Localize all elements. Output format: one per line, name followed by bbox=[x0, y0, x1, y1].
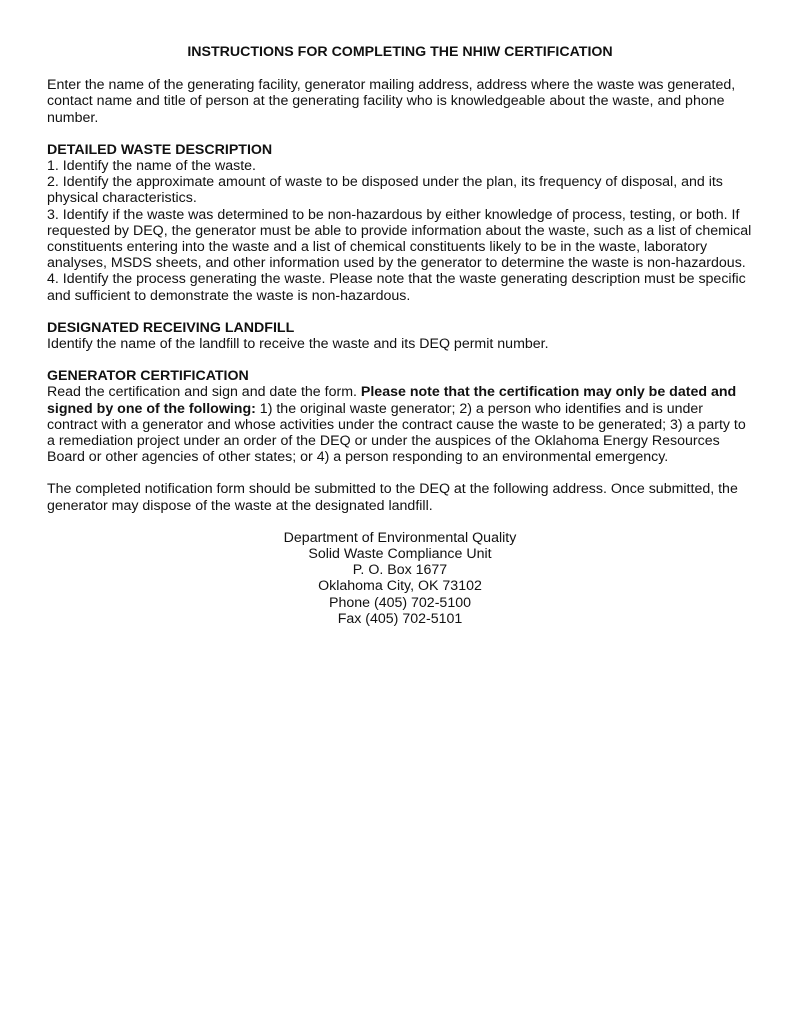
list-item: 4. Identify the process generating the waste. Please note that the waste generating description must be specific and sufficient to demonstrate the waste is non-hazardous. bbox=[47, 271, 746, 304]
intro-paragraph: Enter the name of the generating facility, generator mailing address, address where the waste was generated, contact name and title of person at the generating facility who is knowledgeable about the waste, and phone number. bbox=[47, 77, 736, 126]
section-heading-certification: GENERATOR CERTIFICATION bbox=[47, 368, 249, 385]
document-title: INSTRUCTIONS FOR COMPLETING THE NHIW CERTIFICATION bbox=[187, 44, 613, 60]
spacer bbox=[47, 304, 753, 320]
address-line: Oklahoma City, OK 73102 bbox=[318, 578, 482, 595]
certification-text bbox=[47, 384, 753, 465]
address-phone: Phone (405) 702-5100 bbox=[329, 594, 471, 611]
certification-section bbox=[47, 368, 753, 465]
landfill-section bbox=[47, 320, 753, 352]
deq-address-block bbox=[47, 530, 753, 627]
address-line: Department of Environmental Quality bbox=[283, 529, 517, 546]
list-item: 1. Identify the name of the waste. bbox=[47, 158, 256, 175]
list-item: 2. Identify the approximate amount of waste to be disposed under the plan, its frequency of disposal, and its physical characteristics. bbox=[47, 174, 723, 207]
address-fax: Fax (405) 702-5101 bbox=[337, 610, 463, 627]
spacer bbox=[47, 352, 753, 368]
section-heading-landfill: DESIGNATED RECEIVING LANDFILL bbox=[47, 319, 295, 336]
certification-text-start: Read the certification and sign and date the form. bbox=[47, 384, 361, 401]
list-item: 3. Identify if the waste was determined to be non-hazardous by either knowledge of process, testing, or both. If requested by DEQ, the generator must be able to provide information about the waste, such as a list of chemical constituents entering into the waste and a list of chemical constituents likely to be in the waste, laboratory analyses, MSDS sheets, and other information used by the generator to determine the waste is non-hazardous. bbox=[47, 206, 752, 272]
address-line: Solid Waste Compliance Unit bbox=[308, 546, 492, 563]
spacer bbox=[47, 126, 753, 142]
submission-paragraph: The completed notification form should be submitted to the DEQ at the following address. Once submitted, the generator may dispose of the waste at the designated landfill. bbox=[47, 481, 738, 514]
landfill-text: Identify the name of the landfill to receive the waste and its DEQ permit number. bbox=[47, 336, 549, 353]
certification-text-bold: Please note that the certification may only be dated and signed by one of the following: bbox=[47, 384, 737, 417]
spacer bbox=[47, 465, 753, 481]
detailed-waste-section bbox=[47, 142, 753, 304]
address-line: P. O. Box 1677 bbox=[352, 562, 448, 579]
section-heading-detailed-waste: DETAILED WASTE DESCRIPTION bbox=[47, 141, 273, 158]
certification-text-end: 1) the original waste generator; 2) a person who identifies and is under contract with a generator and whose activities under the contract cause the waste to be generated; 3) a party to a remediation project under an order of the DEQ or under the auspices of the Oklahoma Energy Resources Board or other agencies of other states; or 4) a person responding to an environmental emergency. bbox=[47, 400, 746, 466]
